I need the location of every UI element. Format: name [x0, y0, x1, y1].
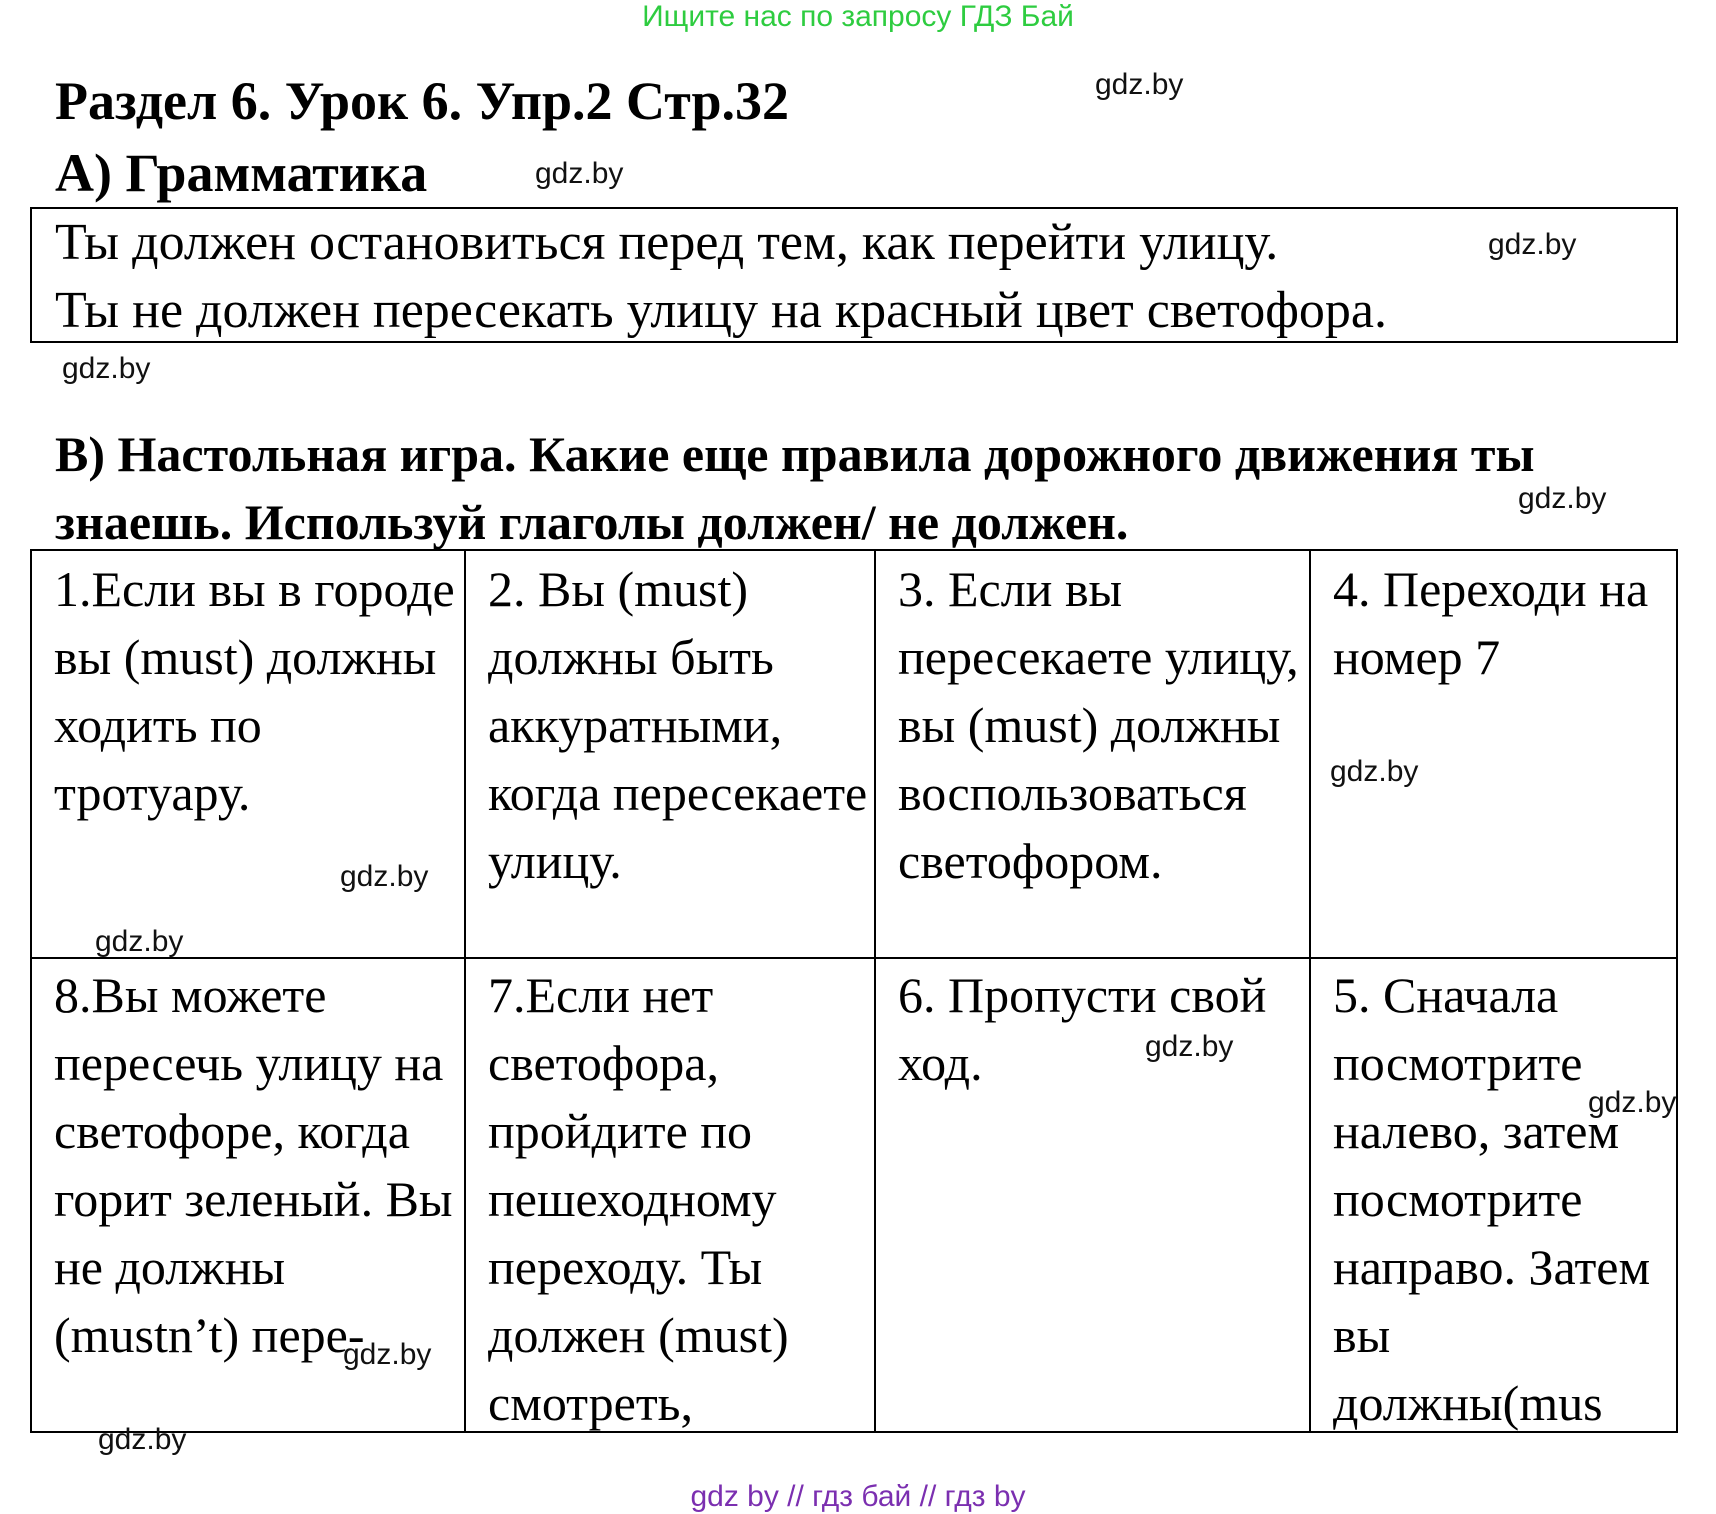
grammar-line-1: Ты должен остановиться перед тем, как перейти улицу.	[55, 214, 1279, 271]
watermark: gdz.by	[1518, 482, 1607, 515]
table-cell-2: 2. Вы (must) должны быть аккуратными, когда пересекаете улицу.	[488, 561, 868, 889]
watermark: gdz.by	[340, 860, 429, 893]
watermark: gdz.by	[62, 352, 151, 385]
watermark: gdz.by	[98, 1423, 187, 1456]
grammar-line-2: Ты не должен пересекать улицу на красный цвет светофора.	[55, 282, 1387, 339]
table-cell-7: 7.Если нет светофора, пройдите по пешеходному переходу. Ты должен (must) смотреть,	[488, 967, 789, 1431]
section-b-heading: В) Настольная игра. Какие еще правила дорожного движения ты знаешь. Используй глаголы должен/ не должен.	[55, 426, 1535, 550]
watermark: gdz.by	[1330, 755, 1419, 788]
section-a-heading: А) Грамматика	[55, 143, 428, 203]
table-cell-4: 4. Переходи на номер 7	[1333, 561, 1649, 685]
watermark: gdz.by	[1145, 1030, 1234, 1063]
watermark: gdz.by	[95, 925, 184, 958]
table-cell-5: 5. Сначала посмотрите налево, затем посмотрите направо. Затем вы должны(mus	[1333, 967, 1651, 1431]
board-game-table	[30, 549, 1678, 1433]
watermark: gdz.by	[343, 1338, 432, 1371]
watermark: gdz.by	[1095, 68, 1184, 101]
top-banner: Ищите нас по запросу ГДЗ Бай	[642, 0, 1074, 33]
table-cell-3: 3. Если вы пересекаете улицу, вы (must) должны воспользоваться светофором.	[898, 561, 1299, 889]
table-cell-1: 1.Если вы в городе вы (must) должны ходить по тротуару.	[54, 561, 455, 821]
footer: gdz by // гдз бай // гдз by	[690, 1480, 1026, 1513]
table-cell-8: 8.Вы можете пересечь улицу на светофоре, когда горит зеленый. Вы не должны (mustn’t) пере-	[54, 967, 453, 1363]
table-cell-6: 6. Пропусти свой ход.	[898, 967, 1267, 1091]
watermark: gdz.by	[1488, 228, 1577, 261]
watermark: gdz.by	[535, 157, 624, 190]
watermark: gdz.by	[1588, 1086, 1677, 1119]
table-divider	[32, 957, 1676, 959]
page-title: Раздел 6. Урок 6. Упр.2 Стр.32	[55, 71, 789, 131]
